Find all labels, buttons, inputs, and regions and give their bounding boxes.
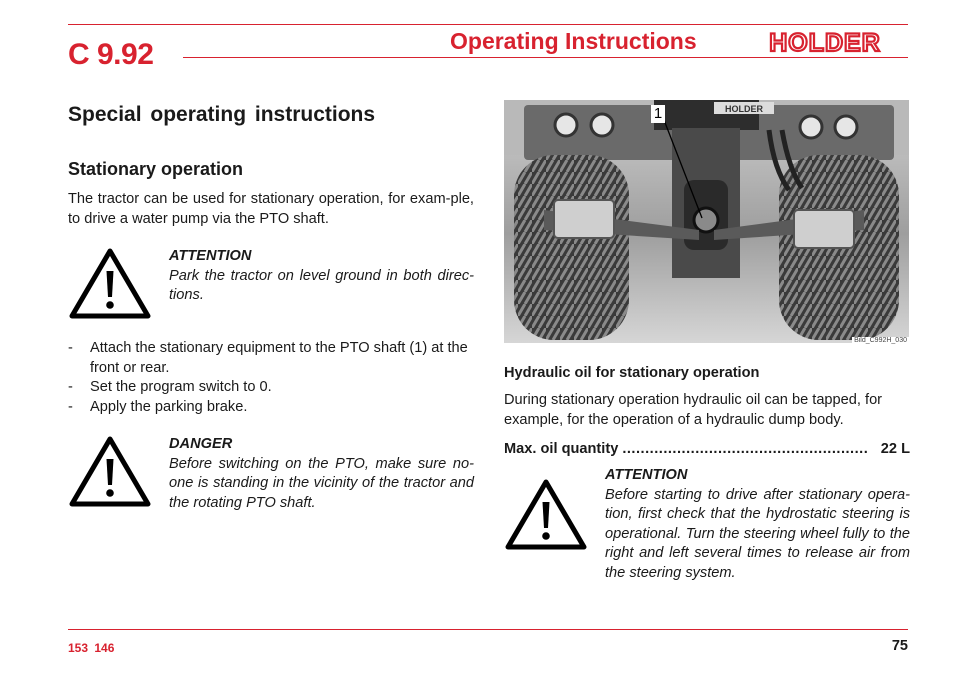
notice-label: DANGER <box>169 436 233 452</box>
oil-quantity-row <box>504 441 910 457</box>
step-list <box>68 339 474 417</box>
footer-rule <box>68 629 908 630</box>
list-marker: - <box>68 340 73 356</box>
list-item-text: Apply the parking brake. <box>90 398 248 415</box>
photo-caption: Bild_C992H_030 <box>854 337 907 344</box>
hydraulic-oil-heading: Hydraulic oil for stationary operation <box>504 365 760 381</box>
list-marker: - <box>68 379 73 395</box>
notice-label: ATTENTION <box>605 467 688 483</box>
callout-pto-shaft: 1 <box>651 105 665 123</box>
danger-notice <box>68 435 474 513</box>
list-item <box>68 378 474 398</box>
list-item-text: Attach the stationary equipment to the PTO shaft (1) at the front or rear. <box>90 340 468 376</box>
page-number: 75 <box>891 638 908 654</box>
list-item <box>68 339 474 378</box>
attention-notice <box>504 466 910 583</box>
section-title: Special operating instructions <box>68 103 376 126</box>
left-column <box>68 100 474 513</box>
list-item-text: Set the program switch to 0. <box>90 379 272 395</box>
subsection-title: Stationary operation <box>68 159 244 179</box>
notice-label: ATTENTION <box>169 248 252 264</box>
warning-triangle-icon <box>504 478 588 552</box>
tractor-rear-photo <box>504 100 909 343</box>
attention-notice <box>68 247 474 321</box>
document-number: 153 146 <box>68 641 115 655</box>
document-title: Operating Instructions <box>450 28 697 54</box>
list-marker: - <box>68 398 73 415</box>
tractor-photo-illustration <box>504 100 909 343</box>
notice-text: Before switching on the PTO, make sure no-one is standing in the vicinity of the tractor and the rotating PTO shaft. <box>169 455 474 511</box>
notice-text: Park the tractor on level ground in both direc-tions. <box>169 267 474 303</box>
leader-dots: ...................................................... <box>622 441 869 457</box>
notice-text: Before starting to drive after stationary opera-tion, first check that the hydrostatic steering is operational. Turn the steering wheel fully to the right and left several times to release air from the steering system. <box>605 486 910 581</box>
list-item <box>68 398 474 418</box>
photo-plate-text: HOLDER <box>725 104 763 114</box>
oil-quantity-value: 22 L <box>880 441 910 457</box>
model-code: C 9.92 <box>68 38 154 71</box>
hydraulic-oil-paragraph: During stationary operation hydraulic oil can be tapped, for example, for the operation of a hydraulic dump body. <box>504 392 883 428</box>
header-top-rule <box>68 24 908 25</box>
warning-triangle-icon <box>68 247 152 321</box>
header-title-rule <box>183 57 908 58</box>
holder-logo-text: HOLDER <box>769 30 881 54</box>
intro-paragraph: The tractor can be used for stationary operation, for exam-ple, to drive a water pump via the PTO shaft. <box>68 191 474 227</box>
warning-triangle-icon <box>68 435 152 509</box>
oil-quantity-label: Max. oil quantity <box>504 441 619 457</box>
holder-logo <box>750 30 900 54</box>
right-column <box>504 100 910 583</box>
